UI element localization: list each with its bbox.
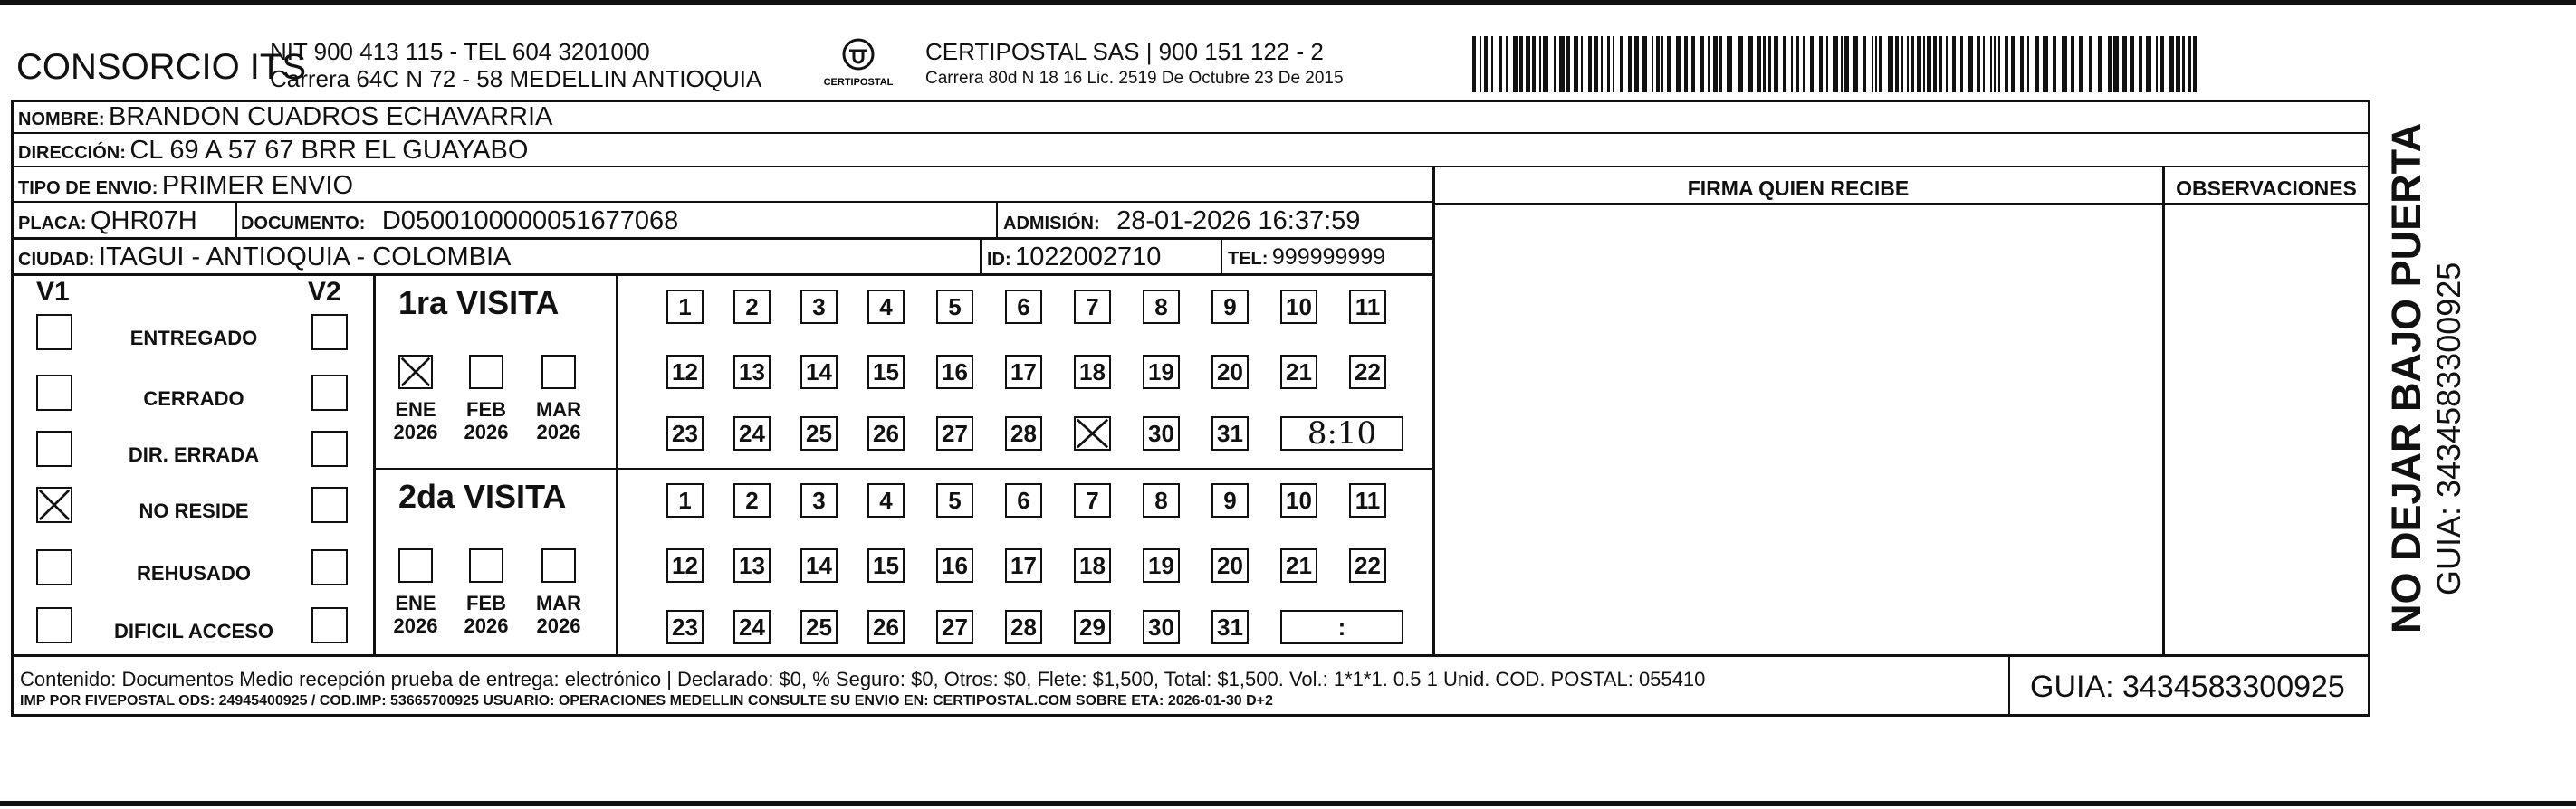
- day-number: 16: [942, 552, 968, 579]
- day-number: 27: [942, 420, 968, 447]
- name-label: NOMBRE:: [18, 109, 105, 129]
- day-box[interactable]: [1143, 290, 1180, 324]
- company-address-line: Carrera 64C N 72 - 58 MEDELLIN ANTIOQUIA: [270, 65, 762, 92]
- status-label: NO RESIDE: [139, 500, 249, 522]
- company-name: CONSORCIO ITS: [16, 47, 307, 87]
- status-v1-checkbox[interactable]: [36, 549, 72, 585]
- day-box[interactable]: [1211, 548, 1249, 583]
- day-number: 13: [739, 358, 765, 385]
- month-name: ENE: [395, 398, 436, 421]
- city-value: ITAGUI - ANTIOQUIA - COLOMBIA: [98, 243, 512, 271]
- status-label: CERRADO: [143, 387, 244, 410]
- day-number: 2: [745, 487, 759, 514]
- observations-header: OBSERVACIONES: [2176, 176, 2357, 200]
- day-box[interactable]: [666, 290, 704, 324]
- day-box[interactable]: [1005, 483, 1042, 518]
- barcode: [1472, 36, 2197, 92]
- check-x-mark: [400, 357, 431, 387]
- day-box[interactable]: [1074, 416, 1111, 451]
- day-box[interactable]: [936, 355, 973, 389]
- month-label: [384, 592, 447, 637]
- column-divider: [235, 203, 237, 239]
- check-x-mark: [38, 489, 71, 521]
- admission-cell: [1003, 206, 1360, 236]
- status-label: DIFICIL ACCESO: [113, 620, 273, 642]
- day-number: 23: [672, 614, 698, 641]
- day-number: 11: [1355, 487, 1381, 514]
- month-year: 2026: [536, 614, 581, 637]
- column-divider: [373, 273, 376, 655]
- day-number: 16: [942, 358, 968, 385]
- day-box[interactable]: [666, 355, 704, 389]
- day-number: 18: [1079, 552, 1106, 579]
- day-box[interactable]: [1074, 290, 1111, 324]
- day-number: 2: [745, 293, 759, 320]
- status-v2-checkbox[interactable]: [311, 607, 348, 643]
- month-label: [527, 398, 590, 443]
- month-checkbox[interactable]: [398, 548, 433, 583]
- month-name: MAR: [535, 398, 582, 421]
- day-number: 6: [1017, 487, 1030, 514]
- day-box[interactable]: [1005, 548, 1042, 583]
- day-number: 8: [1154, 487, 1168, 514]
- month-checkbox[interactable]: [541, 548, 576, 583]
- day-box[interactable]: [1280, 355, 1317, 389]
- day-number: 4: [879, 487, 893, 514]
- day-box[interactable]: [666, 416, 704, 451]
- day-number: 22: [1355, 552, 1381, 579]
- v2-header: V2: [308, 277, 341, 307]
- status-label: ENTREGADO: [129, 327, 258, 349]
- day-box[interactable]: [1349, 355, 1386, 389]
- day-box[interactable]: [936, 290, 973, 324]
- type-label: TIPO DE ENVIO:: [18, 178, 158, 198]
- day-box[interactable]: [666, 548, 704, 583]
- day-number: 24: [739, 420, 765, 447]
- day-number: 25: [806, 420, 832, 447]
- day-number: 15: [873, 552, 899, 579]
- day-number: 15: [873, 358, 899, 385]
- day-number: 14: [806, 552, 832, 579]
- tel-label: TEL:: [1228, 249, 1269, 269]
- day-number: 19: [1148, 552, 1174, 579]
- status-v2-checkbox[interactable]: [311, 549, 348, 585]
- document-cell: [241, 206, 678, 236]
- day-box[interactable]: [1280, 548, 1317, 583]
- day-box[interactable]: [936, 483, 973, 518]
- day-number: 8: [1154, 293, 1168, 320]
- day-box[interactable]: [733, 355, 771, 389]
- month-year: 2026: [464, 614, 509, 637]
- day-number: 23: [672, 420, 698, 447]
- status-v1-checkbox[interactable]: [36, 431, 72, 467]
- month-name: FEB: [466, 398, 506, 421]
- day-box[interactable]: [800, 483, 838, 518]
- status-v2-checkbox[interactable]: [311, 375, 348, 411]
- day-box[interactable]: [733, 290, 771, 324]
- day-number: 4: [879, 293, 893, 320]
- day-number: 25: [806, 614, 832, 641]
- certipostal-logo: [804, 34, 913, 90]
- status-label: DIR. ERRADA: [128, 443, 260, 466]
- row-divider: [1432, 203, 2369, 205]
- month-checkbox[interactable]: [398, 355, 433, 389]
- company-nit: [270, 38, 761, 92]
- status-v2-checkbox[interactable]: [311, 487, 348, 523]
- day-number: 12: [672, 552, 698, 579]
- day-number: 5: [948, 293, 962, 320]
- day-box[interactable]: [1211, 290, 1249, 324]
- month-name: ENE: [395, 592, 436, 614]
- day-box[interactable]: [800, 610, 838, 644]
- day-box[interactable]: [1143, 610, 1180, 644]
- day-box[interactable]: [1349, 548, 1386, 583]
- day-box[interactable]: [1280, 483, 1317, 518]
- day-number: 31: [1217, 420, 1243, 447]
- day-number: 19: [1148, 358, 1174, 385]
- day-number: 26: [873, 420, 899, 447]
- id-cell: [987, 243, 1161, 272]
- time-box[interactable]: [1280, 610, 1403, 644]
- day-number: 17: [1010, 552, 1037, 579]
- day-box[interactable]: [800, 290, 838, 324]
- month-year: 2026: [536, 421, 581, 443]
- day-number: 27: [942, 614, 968, 641]
- city-label: CIUDAD:: [18, 250, 95, 270]
- status-v1-checkbox[interactable]: [36, 607, 72, 643]
- document-label: DOCUMENTO:: [241, 214, 366, 233]
- status-v2-checkbox[interactable]: [311, 314, 348, 350]
- row-divider: [13, 273, 1432, 276]
- status-v1-checkbox[interactable]: [36, 487, 72, 523]
- day-number: 3: [812, 487, 826, 514]
- month-label: [455, 592, 518, 637]
- day-number: 10: [1286, 293, 1312, 320]
- side-warning: NO DEJAR BAJO PUERTA: [2383, 122, 2429, 633]
- day-box[interactable]: [733, 548, 771, 583]
- day-box[interactable]: [1143, 355, 1180, 389]
- row-divider: [13, 201, 1432, 203]
- address-row: [18, 136, 528, 166]
- day-box[interactable]: [1005, 416, 1042, 451]
- day-box[interactable]: [1074, 548, 1111, 583]
- status-v2-checkbox[interactable]: [311, 431, 348, 467]
- column-divider: [980, 239, 982, 275]
- day-box[interactable]: [1349, 483, 1386, 518]
- column-divider: [996, 203, 998, 239]
- day-box[interactable]: [666, 483, 704, 518]
- column-divider: [2162, 167, 2165, 655]
- day-box[interactable]: [733, 416, 771, 451]
- day-number: 7: [1086, 487, 1099, 514]
- day-box[interactable]: [867, 355, 905, 389]
- day-box[interactable]: [867, 548, 905, 583]
- day-number: 5: [948, 487, 962, 514]
- day-number: 11: [1355, 293, 1381, 320]
- day-box[interactable]: [1211, 416, 1249, 451]
- month-year: 2026: [393, 614, 438, 637]
- logo-text: CERTIPOSTAL: [823, 77, 894, 88]
- company-nit-line: NIT 900 413 115 - TEL 604 3201000: [270, 38, 650, 65]
- day-box[interactable]: [733, 610, 771, 644]
- day-box[interactable]: [936, 610, 973, 644]
- plate-cell: [18, 206, 197, 236]
- day-number: 21: [1286, 358, 1312, 385]
- day-box[interactable]: [1211, 483, 1249, 518]
- check-x-mark: [1076, 418, 1109, 449]
- month-label: [384, 398, 447, 443]
- day-box[interactable]: [666, 610, 704, 644]
- day-box[interactable]: [1211, 355, 1249, 389]
- day-number: 20: [1217, 552, 1243, 579]
- day-number: 9: [1223, 487, 1237, 514]
- month-name: MAR: [535, 592, 582, 614]
- carrier-address: Carrera 80d N 18 16 Lic. 2519 De Octubre 23 De 2015: [925, 69, 1344, 88]
- day-number: 18: [1079, 358, 1106, 385]
- day-box[interactable]: [1349, 290, 1386, 324]
- day-number: 20: [1217, 358, 1243, 385]
- day-box[interactable]: [867, 483, 905, 518]
- month-name: FEB: [466, 592, 506, 614]
- day-number: 6: [1017, 293, 1030, 320]
- day-number: 9: [1223, 293, 1237, 320]
- v1-header: V1: [36, 277, 70, 307]
- time-box[interactable]: [1280, 416, 1403, 451]
- tel-cell: [1228, 244, 1385, 271]
- id-value: 1022002710: [1015, 243, 1162, 271]
- day-number: 30: [1148, 614, 1174, 641]
- row-divider: [13, 166, 2369, 167]
- admission-label: ADMISIÓN:: [1003, 214, 1100, 233]
- day-number: 14: [806, 358, 832, 385]
- day-box[interactable]: [1211, 610, 1249, 644]
- day-number: 1: [678, 487, 692, 514]
- day-box[interactable]: [1074, 610, 1111, 644]
- day-box[interactable]: [800, 548, 838, 583]
- plate-value: QHR07H: [91, 206, 197, 235]
- print-details: IMP POR FIVEPOSTAL ODS: 24945400925 / COD.IMP: 53665700925 USUARIO: OPERACIONES MEDELLIN CONSULTE SU ENVIO EN: CERTIPOSTAL.COM SOBRE ETA: 2026-01-30 D+2: [20, 693, 1273, 709]
- month-year: 2026: [464, 421, 509, 443]
- day-box[interactable]: [867, 290, 905, 324]
- day-number: 29: [1079, 614, 1106, 641]
- document-value: D0500100000051677068: [381, 206, 679, 235]
- day-number: 10: [1286, 487, 1312, 514]
- day-box[interactable]: [733, 483, 771, 518]
- day-box[interactable]: [1143, 548, 1180, 583]
- address-label: DIRECCIÓN:: [18, 143, 126, 163]
- day-number: 13: [739, 552, 765, 579]
- month-checkbox[interactable]: [469, 548, 503, 583]
- day-number: 12: [672, 358, 698, 385]
- month-checkbox[interactable]: [469, 355, 503, 389]
- column-divider: [1221, 239, 1222, 275]
- day-number: 28: [1010, 420, 1037, 447]
- carrier-nit: CERTIPOSTAL SAS | 900 151 122 - 2: [925, 38, 1324, 65]
- month-checkbox[interactable]: [541, 355, 576, 389]
- id-label: ID:: [987, 250, 1011, 270]
- day-number: 21: [1286, 552, 1312, 579]
- month-label: [455, 398, 518, 443]
- day-box[interactable]: [1074, 483, 1111, 518]
- day-box[interactable]: [867, 416, 905, 451]
- day-number: 7: [1086, 293, 1099, 320]
- visit-title: 2da VISITA: [398, 478, 567, 515]
- month-label: [527, 592, 590, 637]
- column-divider: [1432, 167, 1435, 655]
- day-box[interactable]: [936, 548, 973, 583]
- month-year: 2026: [393, 421, 438, 443]
- visit-time: 8:10: [1307, 415, 1377, 452]
- carrier-info: [925, 38, 1344, 92]
- visit-title: 1ra VISITA: [398, 284, 560, 321]
- day-box[interactable]: [1143, 416, 1180, 451]
- day-number: 31: [1217, 614, 1243, 641]
- status-label: REHUSADO: [137, 562, 251, 585]
- signature-header: FIRMA QUIEN RECIBE: [1687, 176, 1910, 200]
- row-divider: [13, 132, 2369, 134]
- name-row: [18, 102, 552, 132]
- day-number: 3: [812, 293, 826, 320]
- status-v1-checkbox[interactable]: [36, 314, 72, 350]
- day-number: 1: [678, 293, 692, 320]
- day-box[interactable]: [867, 610, 905, 644]
- shipment-type: PRIMER ENVIO: [161, 171, 354, 200]
- day-box[interactable]: [800, 416, 838, 451]
- row-divider: [13, 237, 1432, 240]
- status-v1-checkbox[interactable]: [36, 375, 72, 411]
- shipment-details: Contenido: Documentos Medio recepción prueba de entrega: electrónico | Declarado: $0, % Seguro: $0, Otros: $0, Flete: $1,500, Total: $1,500. Vol.: 1*1*1. 0.5 1 Unid. COD. POSTAL: 055410: [20, 668, 1706, 690]
- bottom-rule: [0, 801, 2576, 806]
- day-box[interactable]: [1280, 290, 1317, 324]
- day-number: 30: [1148, 420, 1174, 447]
- day-box[interactable]: [1005, 290, 1042, 324]
- admission-value: 28-01-2026 16:37:59: [1116, 206, 1361, 235]
- day-number: 24: [739, 614, 765, 641]
- day-number: 26: [873, 614, 899, 641]
- day-box[interactable]: [1005, 355, 1042, 389]
- recipient-name: BRANDON CUADROS ECHAVARRIA: [109, 102, 553, 131]
- type-row: [18, 171, 353, 201]
- day-number: 17: [1010, 358, 1037, 385]
- tracking-number: GUIA: 3434583300925: [2030, 670, 2345, 704]
- column-divider: [2008, 655, 2010, 717]
- day-number: 22: [1355, 358, 1381, 385]
- footer-divider: [13, 654, 2370, 657]
- day-box[interactable]: [1005, 610, 1042, 644]
- tel-value: 999999999: [1271, 244, 1386, 270]
- day-box[interactable]: [800, 355, 838, 389]
- day-box[interactable]: [936, 416, 973, 451]
- recipient-address: CL 69 A 57 67 BRR EL GUAYABO: [129, 136, 529, 165]
- column-divider: [616, 273, 618, 655]
- visit-time: :: [1337, 614, 1346, 641]
- day-number: 28: [1010, 614, 1037, 641]
- day-box[interactable]: [1074, 355, 1111, 389]
- top-rule: [0, 0, 2576, 5]
- city-cell: [18, 243, 511, 272]
- day-box[interactable]: [1143, 483, 1180, 518]
- plate-label: PLACA:: [18, 214, 87, 233]
- side-tracking-number: GUIA: 3434583300925: [2430, 262, 2467, 595]
- visit-divider: [373, 468, 1432, 470]
